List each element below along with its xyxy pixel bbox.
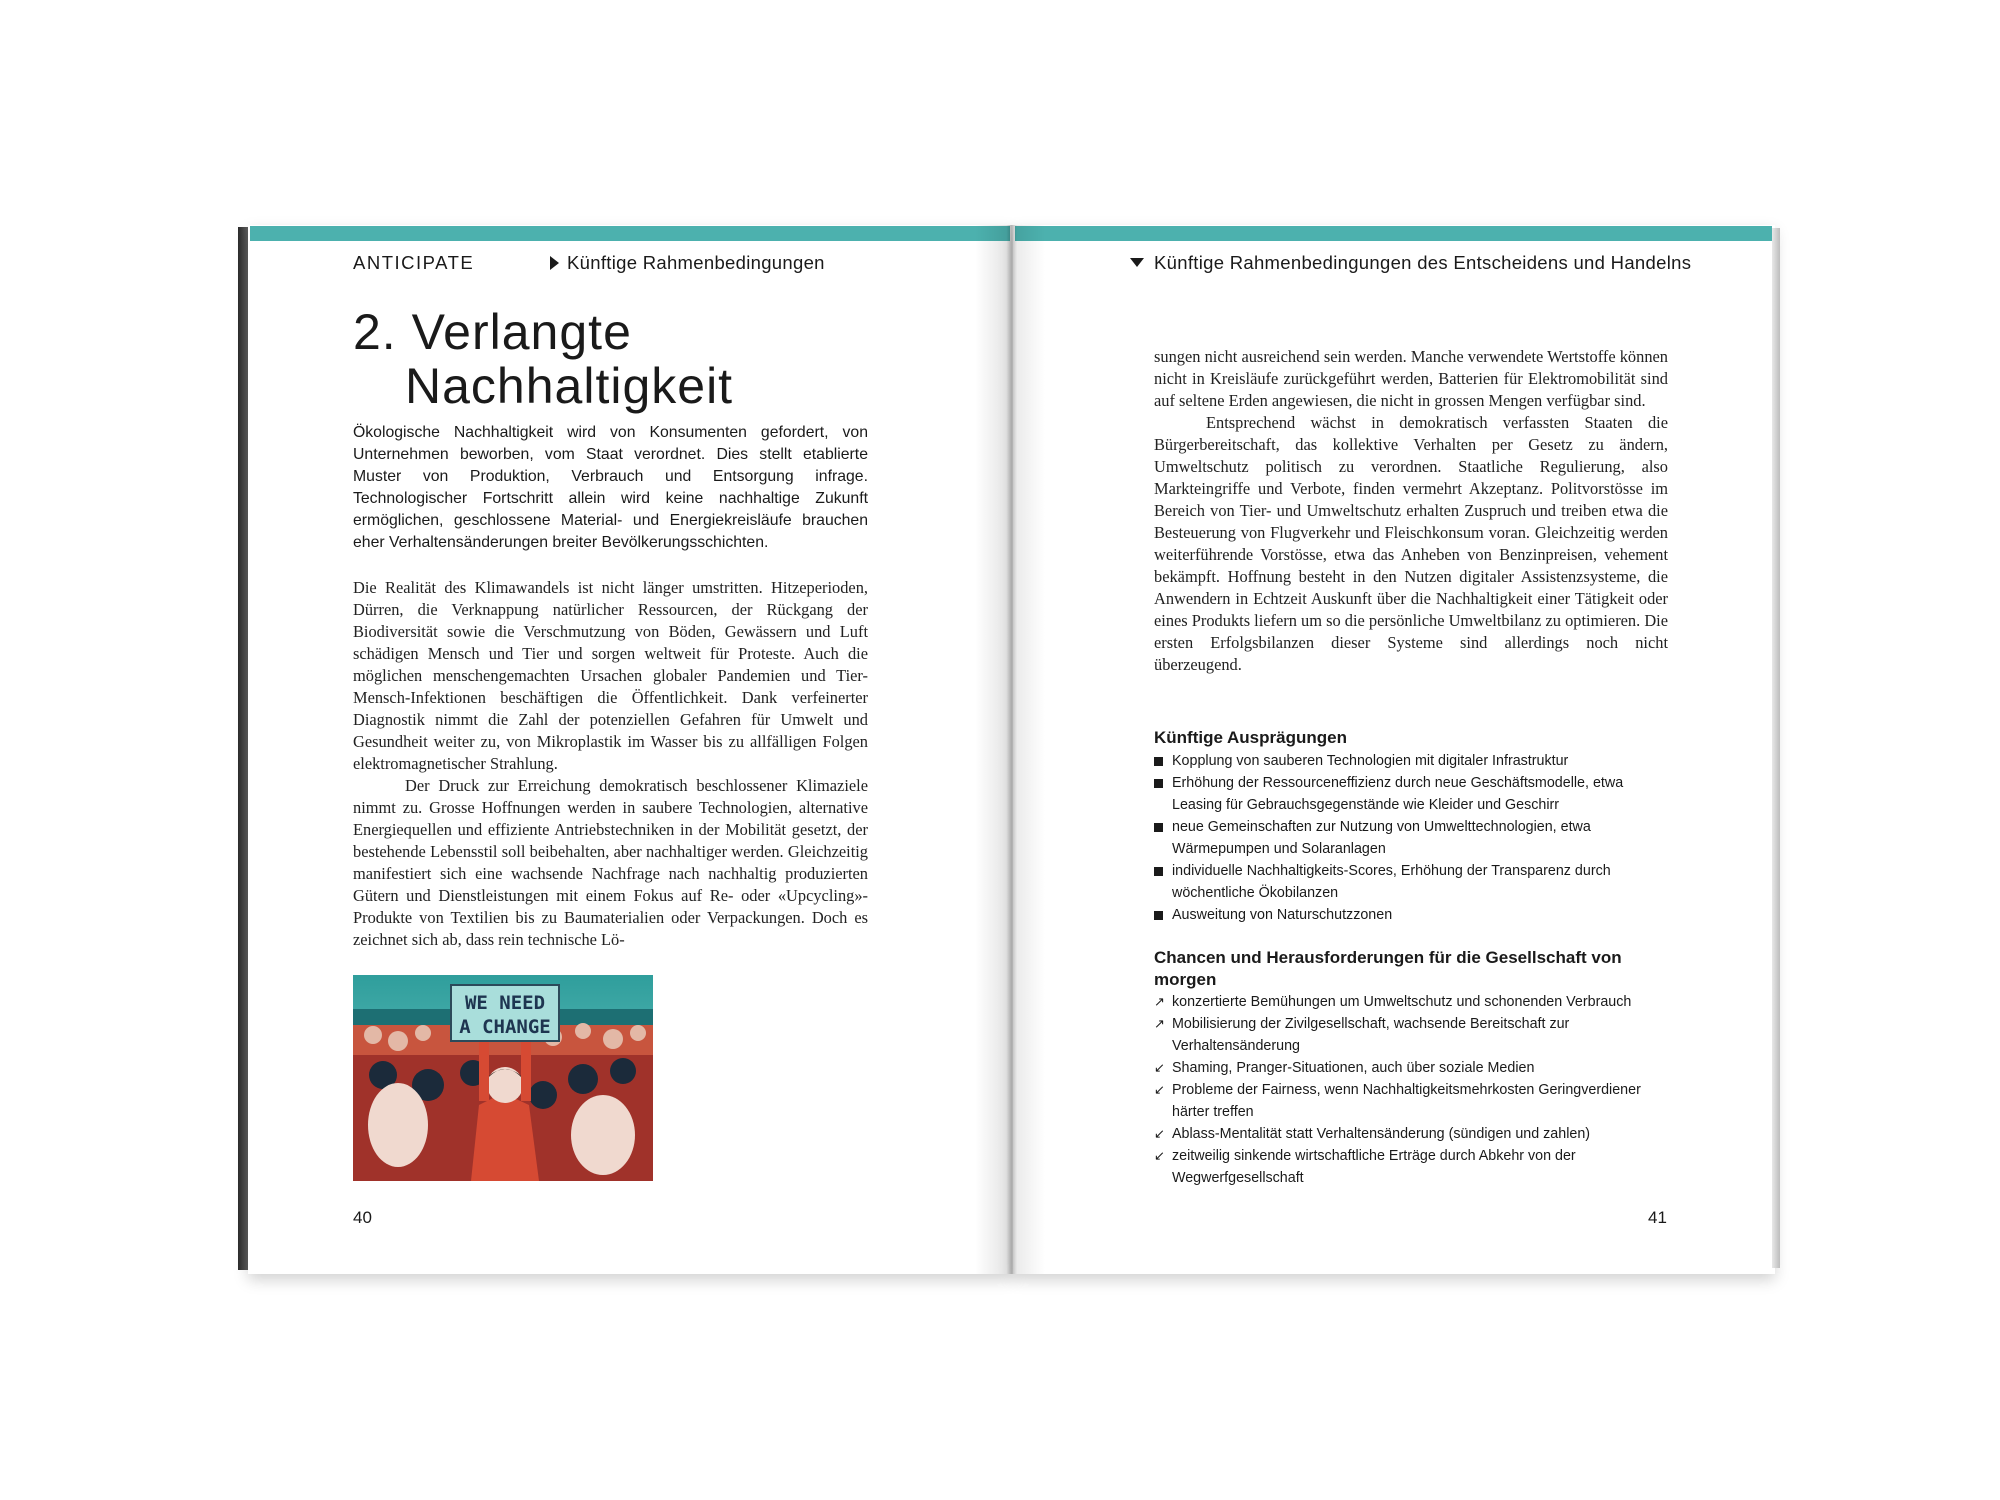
list-item-text: Erhöhung der Ressourceneffizienz durch neue Geschäftsmodelle, etwa Leasing für Gebrauchsgegenstände wie Kleider und Geschirr <box>1172 775 1624 813</box>
chapter-title <box>353 305 733 413</box>
list-item-text: Probleme der Fairness, wenn Nachhaltigkeitsmehrkosten Geringverdiener härter treffen <box>1172 1082 1641 1120</box>
square-bullet-icon <box>1154 779 1163 788</box>
left-body-text <box>353 577 868 951</box>
list-item-text: zeitweilig sinkende wirtschaftliche Erträge durch Abkehr von der Wegwerfgesellschaft <box>1172 1148 1576 1186</box>
square-bullet-icon <box>1154 757 1163 766</box>
list-item <box>1154 1123 1674 1145</box>
arrow-down-left-icon: ↙ <box>1154 1082 1165 1097</box>
list-item-text: individuelle Nachhaltigkeits-Scores, Erhöhung der Transparenz durch wöchentliche Ökobilanzen <box>1172 863 1611 901</box>
running-head-right <box>1130 252 1691 274</box>
sign-text-line2: A CHANGE <box>459 1016 551 1038</box>
sign-text-line1: WE NEED <box>464 992 546 1014</box>
body-paragraph: Entsprechend wächst in demokratisch verfassten Staaten die Bürgerbereitschaft, das kollektive Verhalten per Gesetz zu ändern, Umweltschutz politisch zu verordnen. Staatliche Regulierung, also Markteingriffe und Verbote, finden vermehrt Akzeptanz. Politvorstösse im Bereich von Tier- und Umweltschutz erhalten Zuspruch und treiben etwa die Besteuerung von Flugverkehr und Fleischkonsum voran. Gleichzeitig werden weiterführende Vorstösse, etwa das Anheben von Benzinpreisen, vehement bekämpft. Hoffnung besteht in den Nutzen digitaler Assistenzsysteme, die Anwendern in Echtzeit Auskunft über die Nachhaltigkeit einer Tätigkeit oder eines Produkts liefern um so die persönliche Umweltbilanz zu optimieren. Die ersten Erfolgsbilanzen dieser Systeme sind allerdings noch nicht überzeugend. <box>1154 413 1668 674</box>
list-item-text: Ablass-Mentalität statt Verhaltensänderung (sündigen und zahlen) <box>1172 1126 1591 1142</box>
square-bullet-icon <box>1154 823 1163 832</box>
body-paragraph: sungen nicht ausreichend sein werden. Manche verwendete Wertstoffe können nicht in Kreisläufe zurückgeführt werden, Batterien für Elektromobilität sind auf seltene Erden angewiesen, die nicht in grossen Mengen verfügbar sind. <box>1154 347 1668 410</box>
triangle-right-icon <box>550 256 559 270</box>
list-item <box>1154 1079 1674 1123</box>
arrow-down-left-icon: ↙ <box>1154 1126 1165 1141</box>
list-item-text: Shaming, Pranger-Situationen, auch über soziale Medien <box>1172 1060 1535 1076</box>
page-number-left: 40 <box>353 1208 372 1227</box>
square-bullet-icon <box>1154 867 1163 876</box>
triangle-down-icon <box>1130 258 1144 267</box>
arrow-down-left-icon: ↙ <box>1154 1148 1165 1163</box>
list-item-text: Kopplung von sauberen Technologien mit digitaler Infrastruktur <box>1172 753 1569 769</box>
page-number-right: 41 <box>1648 1208 1667 1227</box>
protest-photo <box>353 975 653 1181</box>
section-heading-chancen: Chancen und Herausforderungen für die Gesellschaft von morgen <box>1154 948 1622 989</box>
chancen-list <box>1154 991 1674 1189</box>
list-item <box>1154 1013 1674 1057</box>
arrow-down-left-icon: ↙ <box>1154 1060 1165 1075</box>
list-item <box>1154 772 1674 816</box>
running-head-left <box>550 252 825 274</box>
chapter-title-line2: Nachhaltigkeit <box>405 358 734 414</box>
list-item-text: Ausweitung von Naturschutzzonen <box>1172 907 1393 923</box>
arrow-up-right-icon: ↗ <box>1154 994 1165 1009</box>
body-paragraph: Die Realität des Klimawandels ist nicht länger umstritten. Hitzeperioden, Dürren, die Verknappung natürlicher Ressourcen, der Rückgang der Biodiversität sowie die Verschmutzung von Böden, Gewässern und Luft schädigen Mensch und Tier und sorgen weltweit für Proteste. Auch die möglichen menschengemachten Ursachen globaler Pandemien und Tier-Mensch-Infektionen beschäftigen die Öffentlichkeit. Dank verfeinerter Diagnostik nimmt die Zahl der potenziellen Gefahren für Umwelt und Gesundheit weiter zu, von Mikroplastik im Wasser bis zu allfälligen Folgen elektromagnetischer Strahlung. <box>353 578 868 773</box>
body-paragraph: Der Druck zur Erreichung demokratisch beschlossener Klimaziele nimmt zu. Grosse Hoffnungen werden in saubere Technologien, alternative Energiequellen und effiziente Antriebstechniken in der Mobilität gesetzt, der bestehende Lebensstil soll beibehalten, aber nachhaltiger werden. Gleichzeitig manifestiert sich eine wachsende Nachfrage nach nachhaltig produzierten Gütern und Dienstleistungen mit einem Fokus auf Re- oder «Upcycling»-Produkte von Textilien bis zu Baumaterialien oder Verpackungen. Doch es zeichnet sich ab, dass rein technische Lö- <box>353 776 868 949</box>
arrow-up-right-icon: ↗ <box>1154 1016 1165 1031</box>
list-item-text: konzertierte Bemühungen um Umweltschutz und schonenden Verbrauch <box>1172 994 1632 1010</box>
section-heading-auspraegungen: Künftige Ausprägungen <box>1154 728 1347 747</box>
right-body-text <box>1154 346 1668 676</box>
list-item <box>1154 860 1674 904</box>
protest-illustration <box>353 975 653 1181</box>
square-bullet-icon <box>1154 911 1163 920</box>
list-item <box>1154 1145 1674 1189</box>
accent-band-left <box>250 226 1010 241</box>
list-item <box>1154 991 1674 1013</box>
accent-band-right <box>1015 226 1772 241</box>
section-label: ANTICIPATE <box>353 252 475 273</box>
list-item-text: neue Gemeinschaften zur Nutzung von Umwelttechnologien, etwa Wärmepumpen und Solaranlagen <box>1172 819 1591 857</box>
list-item <box>1154 904 1674 926</box>
list-item <box>1154 816 1674 860</box>
running-head-right-text: Künftige Rahmenbedingungen des Entscheidens und Handelns <box>1154 252 1692 273</box>
auspraegungen-list <box>1154 750 1674 926</box>
chapter-title-line1: 2. Verlangte <box>353 304 632 360</box>
page-edges <box>1772 228 1780 1268</box>
list-item <box>1154 1057 1674 1079</box>
list-item <box>1154 750 1674 772</box>
running-head-left-text: Künftige Rahmenbedingungen <box>567 252 825 273</box>
list-item-text: Mobilisierung der Zivilgesellschaft, wachsende Bereitschaft zur Verhaltensänderung <box>1172 1016 1570 1054</box>
lead-paragraph: Ökologische Nachhaltigkeit wird von Konsumenten gefordert, von Unternehmen beworben, vom Staat verordnet. Dies stellt etablierte Muster von Produktion, Verbrauch und Entsorgung infrage. Technologischer Fortschritt allein wird keine nachhaltige Zukunft ermöglichen, geschlossene Material- und Energiekreisläufe brauchen eher Verhaltensänderungen breiter Bevölkerungsschichten. <box>353 424 868 551</box>
